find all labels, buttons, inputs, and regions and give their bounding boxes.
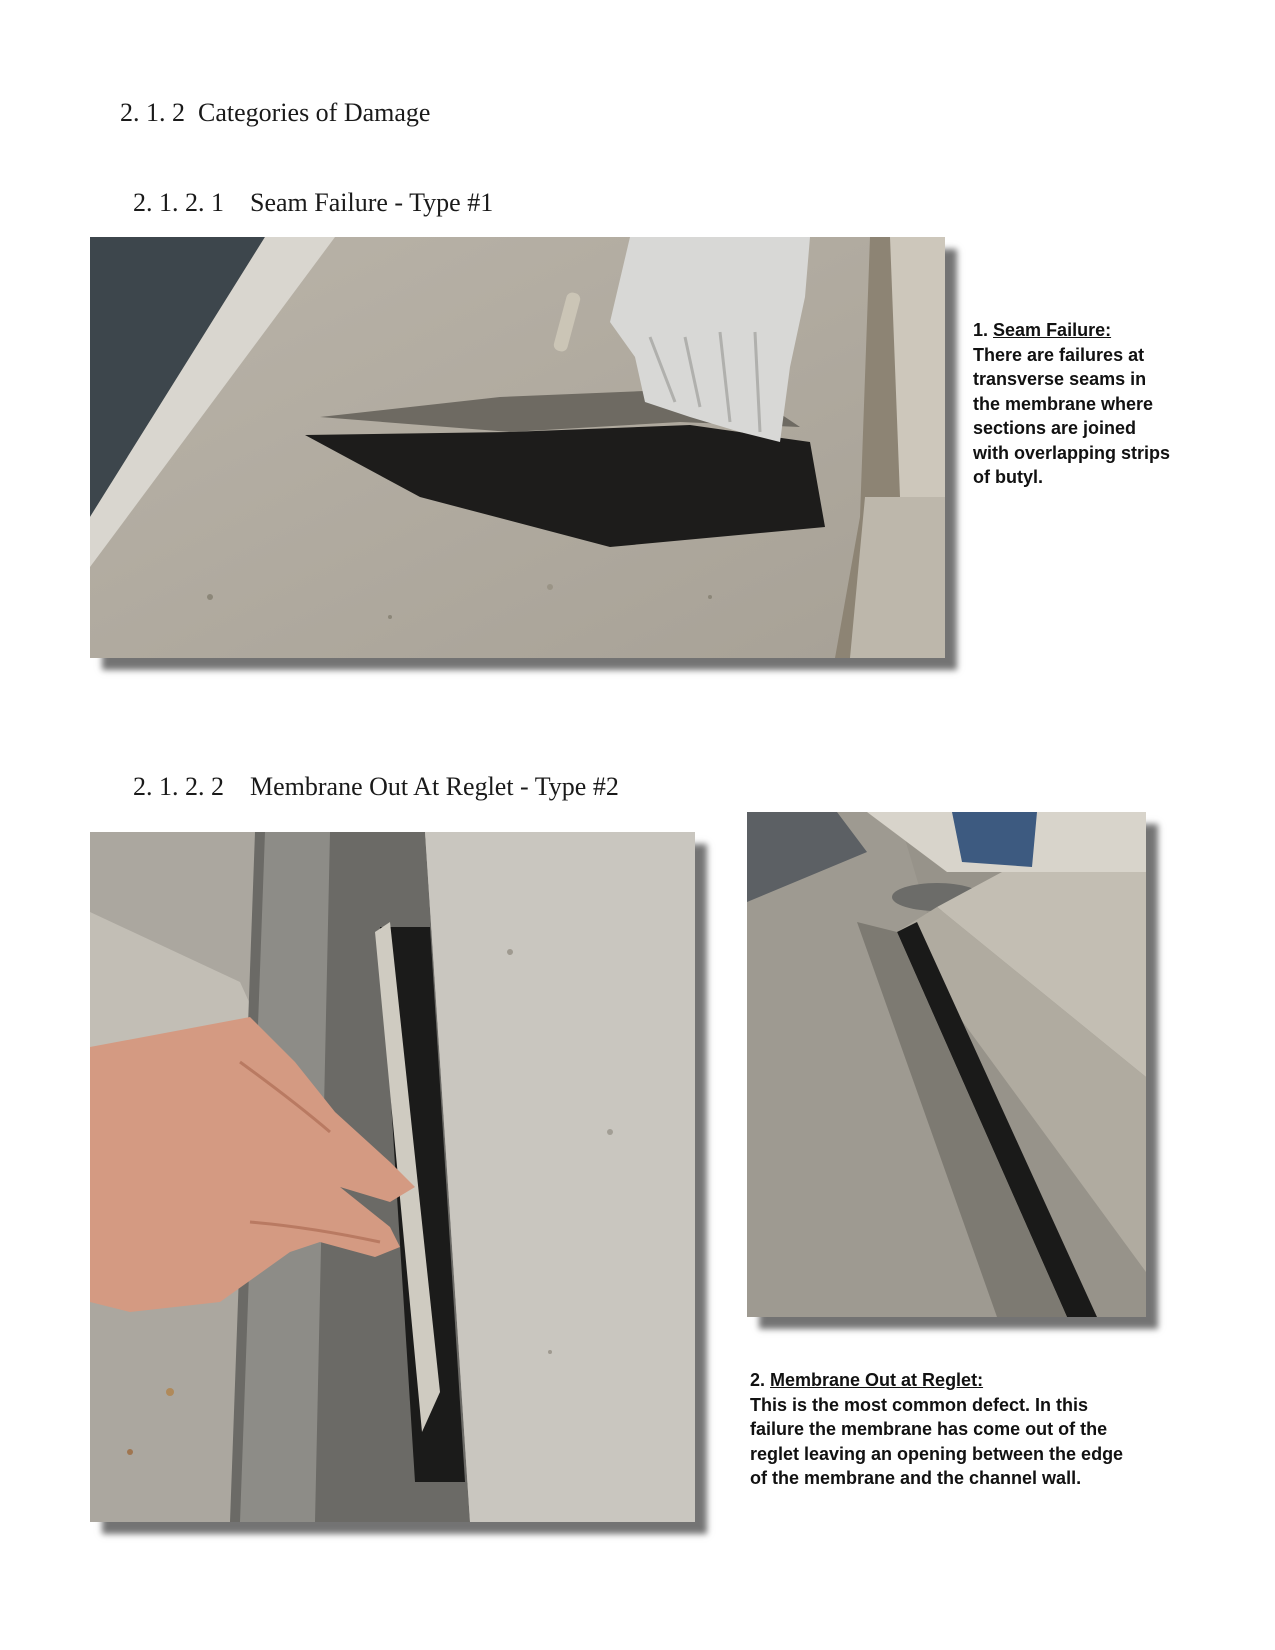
subsection-1-heading [120, 158, 493, 218]
caption-2-line: reglet leaving an opening between the edge [750, 1443, 1124, 1464]
reglet-hand-image [90, 832, 695, 1522]
caption-1-line: transverse seams in [973, 369, 1147, 389]
caption-1-title-line [973, 318, 1223, 343]
caption-2-line: failure the membrane has come out of the [750, 1419, 1108, 1439]
caption-1-title: Seam Failure: [993, 320, 1112, 340]
seam-failure-caption [973, 318, 1223, 490]
caption-2-title-line [750, 1368, 1170, 1393]
caption-2-number: 2. [750, 1370, 766, 1390]
reglet-step-image [747, 812, 1146, 1317]
caption-2-title: Membrane Out at Reglet: [770, 1370, 984, 1390]
reglet-step-photo [747, 812, 1146, 1317]
reglet-caption [750, 1368, 1170, 1491]
caption-1-line: There are failures at [973, 344, 1145, 365]
caption-1-line: of butyl. [973, 467, 1043, 487]
section-heading: 2. 1. 2 Categories of Damage [120, 98, 431, 127]
seam-failure-image [90, 237, 945, 658]
caption-1-number: 1. [973, 320, 989, 340]
seam-failure-photo [90, 237, 945, 658]
caption-2-line: of the membrane and the channel wall. [750, 1468, 1082, 1488]
caption-1-line: sections are joined [973, 418, 1137, 438]
caption-2-line: This is the most common defect. In this [750, 1394, 1089, 1415]
reglet-hand-photo [90, 832, 695, 1522]
subsection-1-number: 2. 1. 2. 1 [133, 188, 224, 217]
subsection-2-title: Membrane Out At Reglet - Type #2 [250, 772, 619, 801]
caption-1-line: with overlapping strips [973, 442, 1171, 463]
subsection-2-number: 2. 1. 2. 2 [133, 772, 224, 801]
subsection-1-title: Seam Failure - Type #1 [250, 188, 494, 217]
caption-1-line: the membrane where [973, 393, 1154, 414]
subsection-2-heading [120, 742, 619, 802]
